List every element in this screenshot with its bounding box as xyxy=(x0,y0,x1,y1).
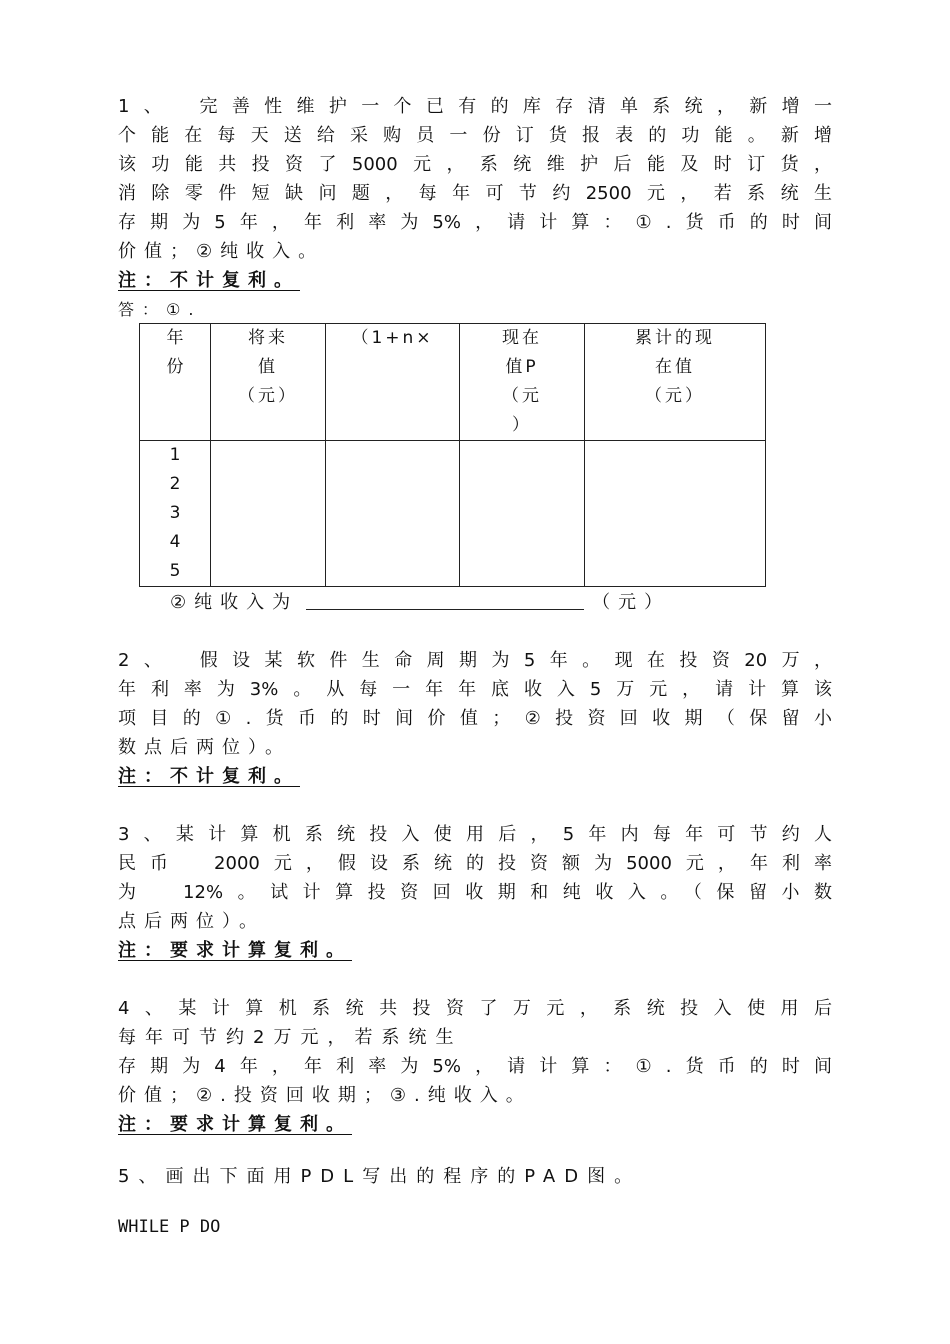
table-row xyxy=(140,441,766,587)
present-value-table xyxy=(139,323,765,587)
q1-line-5: 存期为5年，年利率为5%，请计算：①.货币的时间 xyxy=(118,212,832,233)
q3-line-3: 为 12%。试计算投资回收期和纯收入。（保留小数 xyxy=(118,882,832,903)
q1-line-4: 消除零件短缺问题，每年可节约2500元，若系统生 xyxy=(118,183,832,204)
q4-line-2: 每年可节约2万元，若系统生 xyxy=(118,1027,463,1048)
header-future-value xyxy=(211,324,326,441)
q4-line-4: 价值；②.投资回收期；③.纯收入。 xyxy=(118,1085,532,1106)
net-income-suffix: （元） xyxy=(592,592,671,613)
header-cumulative-present-value xyxy=(585,324,766,441)
header-factor xyxy=(326,324,460,441)
q5-code: WHILE P DO xyxy=(118,1217,221,1237)
future-value-cell[interactable] xyxy=(211,441,326,587)
q1-answer-label: 答：①. xyxy=(118,300,202,319)
header-present-value xyxy=(460,324,585,441)
present-value-cell[interactable] xyxy=(460,441,585,587)
header-present-value-line-4: ） xyxy=(512,415,532,435)
q3-note: 注：要求计算复利。 xyxy=(118,940,352,961)
q2-note: 注：不计复利。 xyxy=(118,766,300,787)
header-factor-line-1: （1+n× xyxy=(351,328,434,348)
q3-line-4: 点后两位）。 xyxy=(118,911,265,932)
factor-cell[interactable] xyxy=(326,441,460,587)
header-present-value-line-1: 现在 xyxy=(502,328,542,348)
q4-line-1: 4、某计算机系统共投资了万元，系统投入使用后 xyxy=(118,998,832,1019)
q4-note: 注：要求计算复利。 xyxy=(118,1114,352,1135)
q1-note: 注：不计复利。 xyxy=(118,270,300,291)
year-4: 4 xyxy=(169,532,181,552)
year-2: 2 xyxy=(169,474,181,494)
header-year-line-2: 份 xyxy=(166,357,184,377)
q4-line-3: 存期为4年，年利率为5%，请计算：①.货币的时间 xyxy=(118,1056,832,1077)
header-present-value-line-3: （元 xyxy=(502,386,542,406)
q3-line-2: 民币 2000元，假设系统的投资额为5000元，年利率 xyxy=(118,853,832,874)
header-cumulative-line-3: （元） xyxy=(645,386,705,406)
year-cell xyxy=(140,441,211,587)
header-future-value-line-3: （元） xyxy=(238,386,298,406)
year-1: 1 xyxy=(169,445,181,465)
q1-line-3: 该功能共投资了5000元，系统维护后能及时订货， xyxy=(118,154,832,175)
header-year xyxy=(140,324,211,441)
net-income-prefix: ②纯收入为 xyxy=(170,592,299,613)
header-present-value-line-2: 值P xyxy=(505,357,539,377)
q3-line-1: 3、某计算机系统投入使用后，5年内每年可节约人 xyxy=(118,824,832,845)
header-cumulative-line-2: 在值 xyxy=(655,357,695,377)
q5-line: 5、画出下面用PDL写出的程序的PAD图。 xyxy=(118,1166,642,1187)
cumulative-value-cell[interactable] xyxy=(585,441,766,587)
header-year-line-1: 年 xyxy=(166,328,184,348)
table-header-row xyxy=(140,324,766,441)
q2-line-2: 年利率为3%。从每一年年底收入5万元，请计算该 xyxy=(118,679,832,700)
q2-line-3: 项目的①.货币的时间价值；②投资回收期（保留小 xyxy=(118,708,832,729)
q1-line-1: 1、 完善性维护一个已有的库存清单系统，新增一 xyxy=(118,96,832,117)
q1-line-2: 个能在每天送给采购员一份订货报表的功能。新增 xyxy=(118,125,832,146)
header-future-value-line-2: 值 xyxy=(258,357,278,377)
year-5: 5 xyxy=(169,561,181,581)
header-future-value-line-1: 将来 xyxy=(248,328,288,348)
year-3: 3 xyxy=(169,503,181,523)
q2-line-4: 数点后两位）。 xyxy=(118,737,291,758)
q1-line-6: 价值；②纯收入。 xyxy=(118,241,325,262)
net-income-row xyxy=(170,588,710,617)
header-cumulative-line-1: 累计的现 xyxy=(635,328,715,348)
q2-line-1: 2、 假设某软件生命周期为5年。现在投资20万， xyxy=(118,650,832,671)
net-income-blank[interactable] xyxy=(306,591,584,610)
